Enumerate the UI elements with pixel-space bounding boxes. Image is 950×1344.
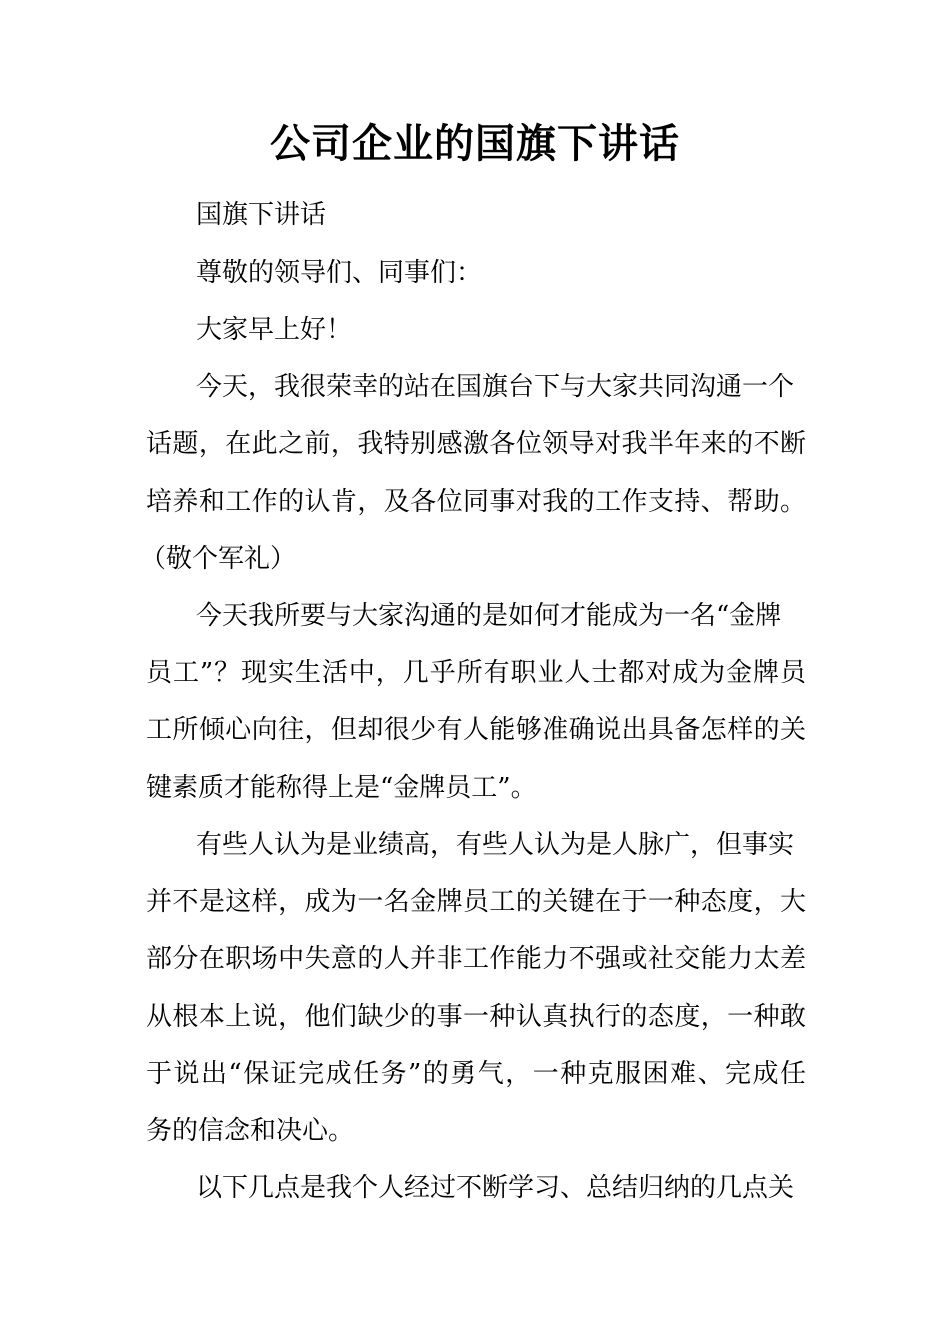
paragraph-line: 务的信念和决心。 — [146, 1116, 355, 1146]
paragraph-line: 部分在职场中失意的人并非工作能力不强或社交能力太差 — [146, 944, 806, 974]
paragraph-line: 员工”？现实生活中，几乎所有职业人士都对成为金牌员 — [146, 658, 806, 688]
paragraph-line: （敬个军礼） — [140, 544, 297, 574]
paragraph-line: 并不是这样，成为一名金牌员工的关键在于一种态度，大 — [146, 887, 806, 917]
paragraph-line: 今天我所要与大家沟通的是如何才能成为一名“金牌 — [196, 601, 782, 631]
paragraph-line: 有些人认为是业绩高，有些人认为是人脉广，但事实 — [196, 830, 795, 860]
paragraph-line: 尊敬的领导们、同事们： — [196, 258, 483, 288]
page-title: 公司企业的国旗下讲话 — [270, 120, 680, 167]
paragraph-line: 话题，在此之前，我特别感激各位领导对我半年来的不断 — [146, 429, 806, 459]
paragraph-line: 国旗下讲话 — [196, 200, 327, 230]
paragraph-line: 工所倾心向往，但却很少有人能够准确说出具备怎样的关 — [146, 715, 806, 745]
paragraph-line: 今天，我很荣幸的站在国旗台下与大家共同沟通一个 — [196, 372, 795, 402]
paragraph-line: 于说出“保证完成任务”的勇气，一种克服困难、完成任 — [146, 1059, 806, 1089]
paragraph-line: 以下几点是我个人经过不断学习、总结归纳的几点关 — [196, 1173, 795, 1203]
paragraph-line: 键素质才能称得上是“金牌员工”。 — [146, 773, 537, 803]
paragraph-line: 从根本上说，他们缺少的事一种认真执行的态度，一种敢 — [146, 1002, 806, 1032]
paragraph-line: 大家早上好！ — [196, 315, 353, 345]
paragraph-line: 培养和工作的认肯，及各位同事对我的工作支持、帮助。 — [146, 487, 806, 517]
